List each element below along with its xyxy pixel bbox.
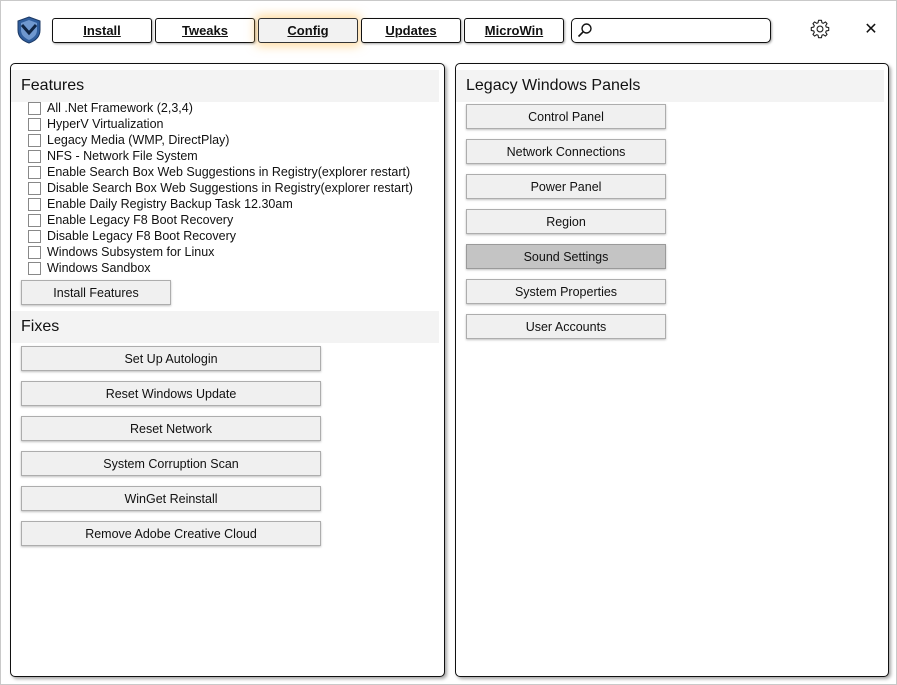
close-icon[interactable]: ✕ [864,21,878,38]
main-tab-bar [52,18,564,43]
feature-label: All .Net Framework (2,3,4) [47,101,193,115]
feature-checkbox-row[interactable] [28,212,233,228]
checkbox[interactable] [28,118,41,131]
checkbox[interactable] [28,166,41,179]
remove-adobe-creative-cloud-button[interactable]: Remove Adobe Creative Cloud [21,521,321,546]
feature-label: Enable Search Box Web Suggestions in Registry(explorer restart) [47,165,411,179]
checkbox[interactable] [28,230,41,243]
feature-checkbox-row[interactable] [28,244,214,260]
legacy-panels-header: Legacy Windows Panels [456,70,884,102]
feature-checkbox-row[interactable] [28,116,164,132]
right-panel [455,63,889,677]
checkbox[interactable] [28,134,41,147]
tab-install[interactable]: Install [52,18,152,43]
feature-label: Enable Legacy F8 Boot Recovery [47,213,234,227]
feature-checkbox-row[interactable] [28,132,229,148]
checkbox[interactable] [28,198,41,211]
feature-label: Legacy Media (WMP, DirectPlay) [47,133,230,147]
search-input[interactable] [596,21,766,40]
checkbox[interactable] [28,102,41,115]
search-box[interactable] [571,18,771,43]
gear-icon[interactable] [809,18,831,40]
system-properties-button[interactable]: System Properties [466,279,666,304]
feature-label: NFS - Network File System [47,149,198,163]
feature-checkbox-row[interactable] [28,148,198,164]
feature-label: Windows Sandbox [47,261,151,275]
feature-label: Windows Subsystem for Linux [47,245,215,259]
power-panel-button[interactable]: Power Panel [466,174,666,199]
tab-config[interactable]: Config [258,18,358,43]
app-logo-icon [16,16,42,44]
checkbox[interactable] [28,182,41,195]
checkbox[interactable] [28,262,41,275]
feature-checkbox-row[interactable] [28,260,151,276]
checkbox[interactable] [28,246,41,259]
tab-microwin[interactable]: MicroWin [464,18,564,43]
tab-updates[interactable]: Updates [361,18,461,43]
reset-network-button[interactable]: Reset Network [21,416,321,441]
feature-label: Disable Legacy F8 Boot Recovery [47,229,236,243]
system-corruption-scan-button[interactable]: System Corruption Scan [21,451,321,476]
sound-settings-button[interactable]: Sound Settings [466,244,666,269]
features-header: Features [11,70,439,102]
feature-label: HyperV Virtualization [47,117,164,131]
feature-checkbox-row[interactable] [28,180,413,196]
feature-checkbox-row[interactable] [28,228,236,244]
feature-label: Enable Daily Registry Backup Task 12.30am [47,197,293,211]
checkbox[interactable] [28,214,41,227]
left-panel [10,63,445,677]
user-accounts-button[interactable]: User Accounts [466,314,666,339]
feature-checkbox-row[interactable] [28,100,193,116]
set-up-autologin-button[interactable]: Set Up Autologin [21,346,321,371]
control-panel-button[interactable]: Control Panel [466,104,666,129]
winget-reinstall-button[interactable]: WinGet Reinstall [21,486,321,511]
install-features-button[interactable]: Install Features [21,280,171,305]
fixes-header: Fixes [11,311,439,343]
reset-windows-update-button[interactable]: Reset Windows Update [21,381,321,406]
network-connections-button[interactable]: Network Connections [466,139,666,164]
feature-checkbox-row[interactable] [28,196,293,212]
tab-tweaks[interactable]: Tweaks [155,18,255,43]
search-icon [577,22,593,38]
region-button[interactable]: Region [466,209,666,234]
checkbox[interactable] [28,150,41,163]
feature-label: Disable Search Box Web Suggestions in Registry(explorer restart) [47,181,413,195]
feature-checkbox-row[interactable] [28,164,410,180]
